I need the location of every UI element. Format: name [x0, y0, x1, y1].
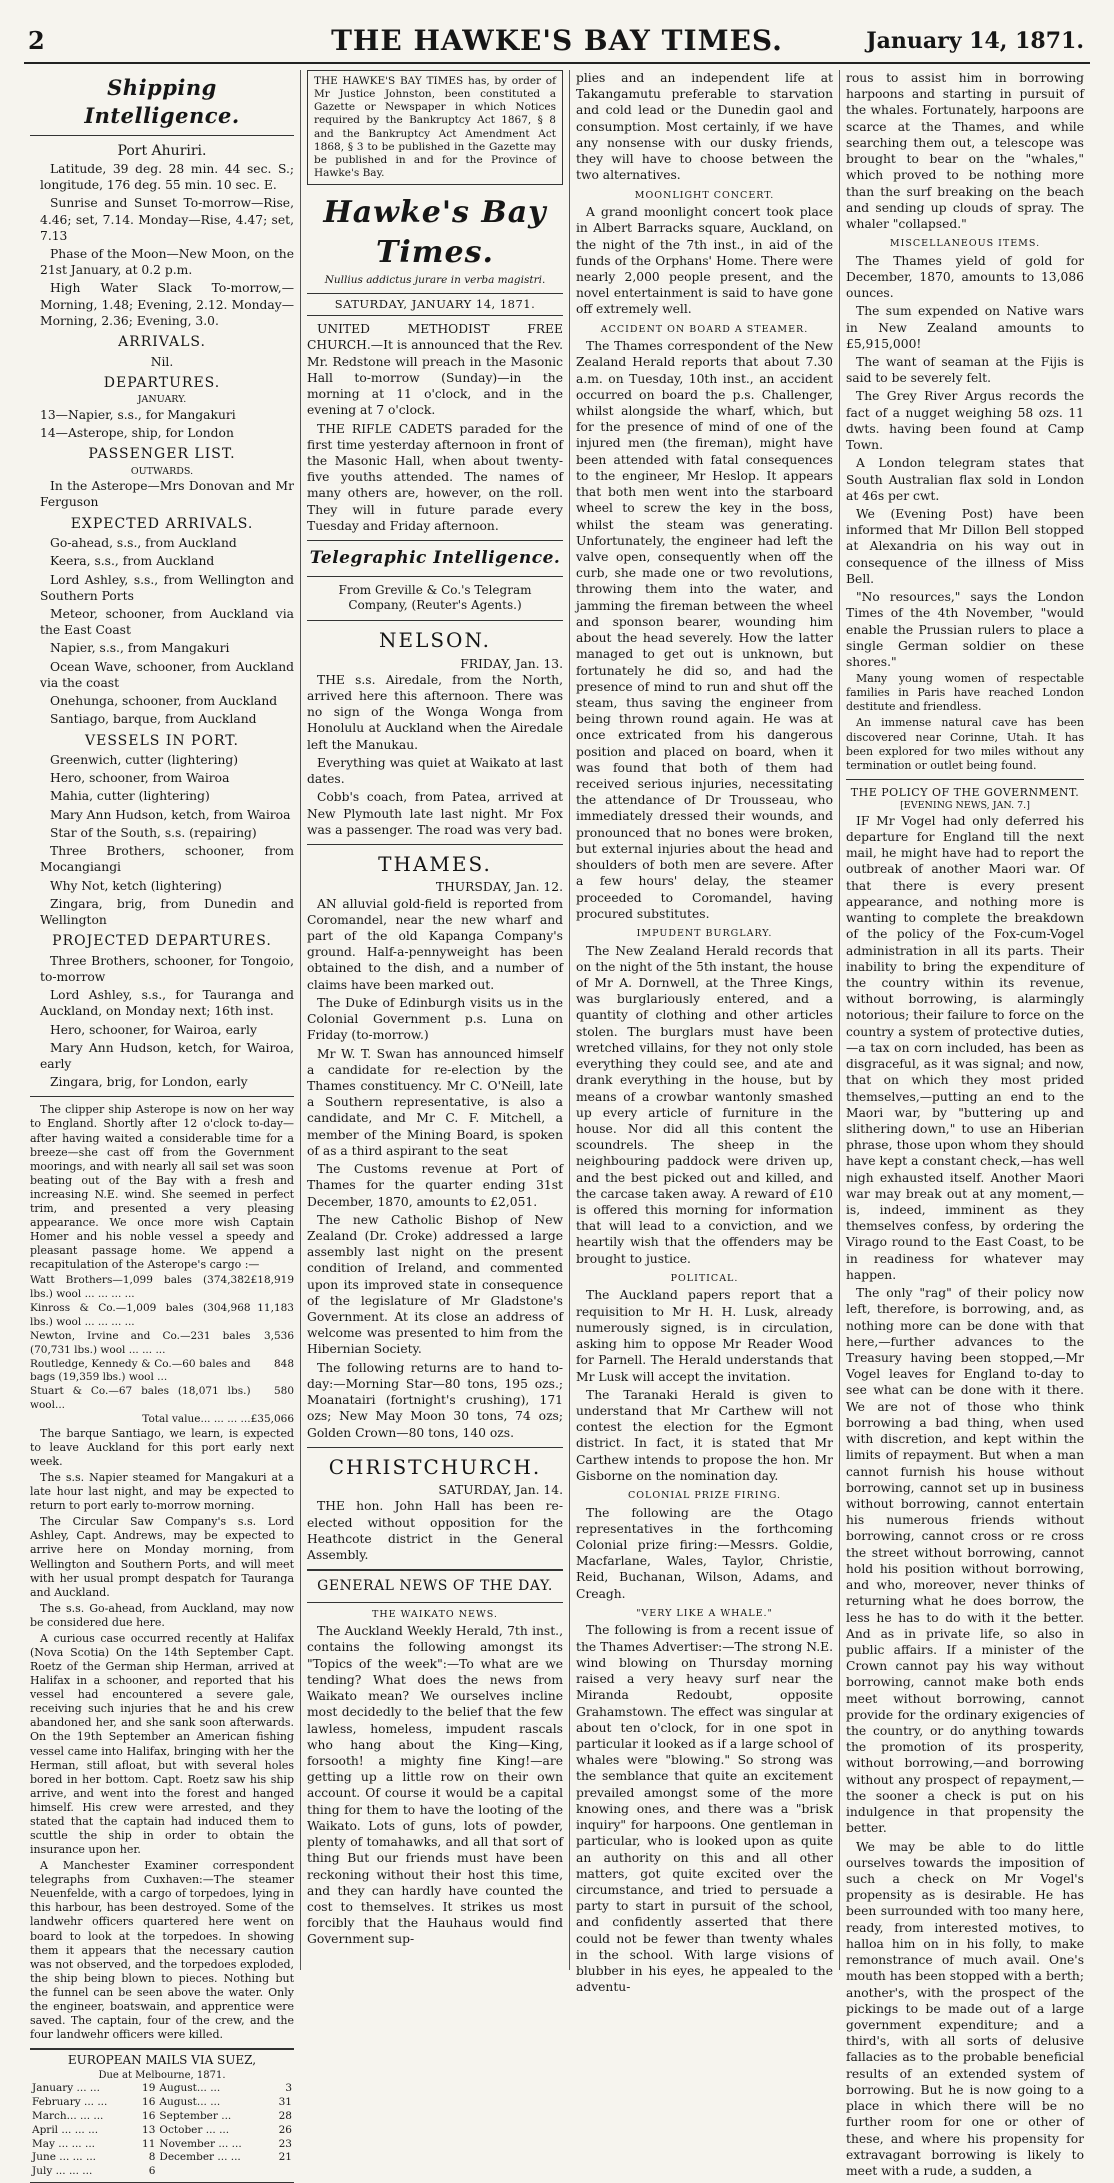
vessel-item: Why Not, ketch (lightering) — [50, 878, 222, 893]
mails-heading: EUROPEAN MAILS VIA SUEZ, — [67, 2053, 257, 2068]
policy-heading: THE POLICY OF THE GOVERNMENT. — [850, 785, 1080, 799]
vessel-item: Three Brothers, schooner, from Mocangiangi — [40, 844, 294, 875]
telegraphic-heading: Telegraphic Intelligence. — [309, 548, 561, 569]
departures-heading: DEPARTURES. — [103, 374, 221, 391]
column-2 — [300, 70, 569, 1970]
expected-item: Napier, s.s., from Mangakuri — [50, 641, 230, 656]
table-row: April ... ... ... 13 October ... ... 26 — [32, 2123, 292, 2136]
misc-heading: MISCELLANEOUS ITEMS. — [889, 238, 1041, 250]
article-paragraph: "No resources," says the London Times of the 4th November, "would enable the Prussian rulers to place a single German soldier on these shores." — [846, 590, 1084, 669]
table-row: March... ... ... 16 September ... 28 — [32, 2109, 292, 2122]
vessels-heading: VESSELS IN PORT. — [85, 732, 239, 749]
expected-heading: EXPECTED ARRIVALS. — [70, 515, 254, 532]
nelson-heading: NELSON. — [378, 628, 492, 653]
projected-item: Zingara, brig, for London, early — [50, 1075, 248, 1090]
nelson-date: FRIDAY, Jan. 13. — [460, 656, 563, 671]
departure-item: 13—Napier, s.s., for Mangakuri — [40, 407, 236, 422]
christchurch-date: SATURDAY, Jan. 14. — [438, 1483, 563, 1498]
article-paragraph: The Auckland Weekly Herald, 7th inst., contains the following amongst its "Topics of the week":—To what are we tending? What does the news from Waikato mean? We ourselves incline most decidedly to the belief that the few lawless, homeless, impudent rascals who hang about the King—King, forsooth! a mighty fine King!—are getting up a little row on their own account. Of course it would be a capital thing for them to have the looting of the Waikato. Lots of guns, lots of powder, plenty of tomahawks, and all that sort of thing But our friends must have been reckoning without their host this time, and they can hardly have counted the cost to themselves. It strikes us most forcibly that the Hauhaus would find Government sup- — [307, 1624, 563, 1947]
article-paragraph: The Grey River Argus records the fact of a nugget weighing 58 ozs. 11 dwts. having been found at Camp Town. — [846, 389, 1084, 453]
departure-item: 14—Asterope, ship, for London — [40, 426, 234, 440]
article-paragraph: rous to assist him in borrowing harpoons and starting in pursuit of the whales. Fortunately, harpoons are scarce at the Thames, and while searching them out, a telescope was brought to bear on the "whales," which proved to be nothing more than the surf breaking on the beach and sending up clouds of spray. The whaler "collapsed." — [846, 71, 1084, 231]
expected-item: Onehunga, schooner, from Auckland — [50, 694, 278, 709]
thames-heading: THAMES. — [378, 851, 492, 876]
article-paragraph: The Thames yield of gold for December, 1870, amounts to 13,086 ounces. — [846, 253, 1084, 301]
vessel-item: Star of the South, s.s. (repairing) — [50, 825, 257, 840]
table-row: Watt Brothers—1,099 bales (374,382 lbs.) wool ... ... ... ... £18,919 — [30, 1274, 294, 1301]
article-paragraph: Mr W. T. Swan has announced himself a candidate for re-election by the Thames constituency. Mr C. O'Neill, late a Southern representative, is also a candidate, and Mr C. F. Mitchell, a member of the Mining Board, is spoken of as a third aspirant to the seat — [307, 1046, 563, 1158]
info-line: High Water Slack To-morrow,—Morning, 1.48; Evening, 2.12. Monday—Morning, 2.36; Evening, 3.0. — [40, 281, 294, 328]
burglary-heading: IMPUDENT BURGLARY. — [636, 928, 773, 939]
column-1 — [24, 70, 300, 2178]
policy-source: [EVENING NEWS, JAN. 7.] — [900, 800, 1030, 812]
motto: Nullius addictus jurare in verba magistri. — [324, 274, 546, 287]
article-paragraph: The Customs revenue at Port of Thames for the quarter ending 31st December, 1870, amounts to £2,051. — [307, 1162, 563, 1209]
mails-table — [30, 2082, 294, 2179]
expected-item: Lord Ashley, s.s., from Wellington and Southern Ports — [40, 572, 294, 603]
article-paragraph: A London telegram states that South Australian flax sold in London at 46s per cwt. — [846, 456, 1084, 503]
info-line: Phase of the Moon—New Moon, on the 21st January, at 0.2 p.m. — [40, 247, 294, 278]
mails-box — [30, 2048, 294, 2183]
article-paragraph: UNITED METHODIST FREE CHURCH.—It is announced that the Rev. Mr. Redstone will preach in the Masonic Hall to-morrow (Sunday)—in the morning at 11 o'clock, and in the evening at 7 o'clock. — [307, 322, 563, 418]
newspaper-logo: Hawke's Bay Times. — [323, 195, 547, 270]
article-paragraph: The s.s. Napier steamed for Mangakuri at a late hour last night, and may be expected to return to port early to-morrow morning. — [30, 1471, 294, 1513]
port-name: Port Ahuriri. — [117, 143, 207, 160]
article-paragraph: The New Zealand Herald records that on the night of the 5th instant, the house of Mr A. Dornwell, at the Three Kings, was burglariously entered, and a quantity of clothing and other articles stolen. The burglars must have been wretched villains, for they not only stole everything they could see, and ate and drank everything in the house, but by means of a crowbar wantonly smashed up every article of furniture in the house. Nor did all this content the scoundrels. The sheep in the neighbouring paddock were driven up, and the best picked out and killed, and the carcase taken away. A reward of £10 is offered this morning for information that will lead to a conviction, and we heartily wish that the offenders may be brought to justice. — [576, 943, 833, 1266]
article-paragraph: Everything was quiet at Waikato at last dates. — [307, 755, 563, 787]
table-row: Routledge, Kennedy & Co.—60 bales and bags (19,359 lbs.) wool ... 848 — [30, 1357, 294, 1384]
vessel-item: Mahia, cutter (lightering) — [50, 789, 210, 804]
info-line: Sunrise and Sunset To-morrow—Rise, 4.46; set, 7.14. Monday—Rise, 4.47; set, 7.13 — [40, 196, 294, 243]
article-paragraph: THE RIFLE CADETS paraded for the first time yesterday afternoon in front of the Masonic Hall, when about twenty-five youths attended. The names of many others are, however, on the roll. They will in future parade every Tuesday and Friday afternoon. — [307, 421, 563, 533]
shipping-heading: Shipping Intelligence. — [84, 75, 240, 128]
outwards-label: OUTWARDS. — [130, 465, 194, 477]
table-row: January ... ... 19 August... ... 3 — [32, 2082, 292, 2095]
article-paragraph: The following returns are to hand to-day:—Morning Star—80 tons, 195 ozs.; Moanatairi (fortnight's crushing), 171 ozs; New May Moon 30 tons, 74 ozs; Golden Crown—80 tons, 140 ozs. — [307, 1360, 563, 1440]
projected-item: Hero, schooner, for Wairoa, early — [50, 1022, 257, 1037]
article-paragraph: IF Mr Vogel had only deferred his departure for England till the next mail, he might have had to report the outbreak of another Maori war. Of that there is every present appearance, and nothing more is wanting to complete the breakdown of the policy of the Fox-cum-Vogel administration in all its parts. Their inability to bring the expenditure of the country within its revenue, without borrowing, is alarmingly notorious; their failure to force on the country a system of protective duties,—a tax on corn included, has been as disgraceful, as it was signal; and now, that on which they most prided themselves,—putting an end to the Maori war, by "buttering up and slithering down," to use an Hiberian phrase, those upon whom they should have kept a constant check,—has well nigh exhausted itself. Another Maori war may break out at any moment,—is, indeed, imminent as they themselves confess, by ordering the Virago round to the East Coast, to be in readiness for whatever may happen. — [846, 813, 1084, 1282]
vessel-item: Greenwich, cutter (lightering) — [50, 753, 239, 767]
article-paragraph: The following is from a recent issue of the Thames Advertiser:—The strong N.E. wind blowing on Thursday morning raised a very heavy surf near the Miranda Redoubt, opposite Grahamstown. The effect was singular at about ten o'clock, for in one spot in particular it looked as if a large school of whales were "blowing." So strong was the semblance that quite an excitement prevailed amongst some of the more knowing ones, and there was a "brisk inquiry" for harpoons. One gentleman in particular, who is looked upon as quite an authority on this and all other matters, got quite excited over the circumstance, and tried to persuade a party to start in pursuit of the school, and confidently asserted that there could not be fewer than twenty whales in the school. With large visions of blubber in his eyes, he appealed to the adventu- — [576, 1623, 833, 1995]
table-row: Kinross & Co.—1,009 bales (304,968 lbs.) wool ... ... ... ... 11,183 — [30, 1302, 294, 1328]
masthead — [24, 20, 1090, 64]
article-paragraph: THE s.s. Airedale, from the North, arrived here this afternoon. There was no sign of the Wonga Wonga from Honolulu at Auckland when the Airedale left the Manukau. — [307, 672, 563, 752]
newspaper-title: THE HAWKE'S BAY TIMES. — [331, 24, 783, 57]
article-paragraph: plies and an independent life at Takangamutu preferable to starvation and cold lead or the Dunedin gaol and consumption. Most certainly, if we have any nonsense with our dusky friends, they will have to choose between the two alternatives. — [576, 71, 833, 183]
gazette-notice: THE HAWKE'S BAY TIMES has, by order of Mr Justice Johnston, been constituted a Gazette or Newspaper in which Notices required by the Bankruptcy Act 1867, § 8 and the Bankruptcy Act Amendment Act 1868, § 3 to be published in the Gazette may be published in and for the Province of Hawke's Bay. — [307, 70, 563, 185]
article-paragraph: The clipper ship Asterope is now on her way to England. Shortly after 12 o'clock to-day—after having waited a considerable time for a breeze—she cast off from the Government moorings, and with nearly all sail set was soon beating out of the Bay with a fresh and increasing N.E. wind. She seemed in perfect trim, and presented a very pleasing appearance. We once more wish Captain Homer and his noble vessel a speedy and pleasant passage home. We append a recapitulation of the Asterope's cargo :— — [30, 1103, 294, 1272]
projected-heading: PROJECTED DEPARTURES. — [52, 933, 272, 950]
article-paragraph: The Auckland papers report that a requisition to Mr H. H. Lusk, already numerously signed, is in circulation, asking him to oppose Mr Reader Wood for Parnell. The Herald understands that Mr Lusk will accept the invitation. — [576, 1288, 833, 1384]
vessel-item: Mary Ann Hudson, ketch, from Wairoa — [50, 807, 291, 822]
accident-heading: ACCIDENT ON BOARD A STEAMER. — [600, 323, 809, 335]
table-row: Total value... ... ... ... £35,066 — [142, 1412, 294, 1425]
expected-item: Santiago, barque, from Auckland — [50, 712, 257, 727]
telegram-source: From Greville & Co.'s Telegram Company, (Reuter's Agents.) — [338, 582, 532, 613]
article-paragraph: Cobb's coach, from Patea, arrived at New Plymouth late last night. Mr Fox was a passenger. The road was very bad. — [307, 790, 563, 837]
cargo-table — [30, 1274, 294, 1426]
arrivals-text: Nil. — [150, 354, 174, 369]
article-paragraph: A Manchester Examiner correspondent telegraphs from Cuxhaven:—The steamer Neuenfelde, with a cargo of torpedoes, lying in this harbour, has been destroyed. Some of the landwehr officers quartered here went on board to look at the torpedoes. In showing them it appears that the necessary caution was not observed, and the torpedoes exploded, the ship being blown to pieces. Nothing but the funnel can be seen above the water. Only the engineer, boatswain, and apprentice were saved. The captain, four of the crew, and the four landwehr officers were killed. — [30, 1859, 294, 2042]
article-paragraph: A curious case occurred recently at Halifax (Nova Scotia) On the 14th September Capt. Roetz of the German ship Herman, arrived at Halifax in a schooner, and reported that his vessel had encountered a severe gale, receiving such injuries that he and his crew abandoned her, and she sank soon afterwards. On the 19th September an American fishing vessel came into Halifax, bringing with her the Herman, still afloat, but with several holes bored in her bottom. Capt. Roetz saw his ship arrive, and went into the forest and hanged himself. His crew were arrested, and they stated that the captain had induced them to scuttle the ship in order to obtain the insurance upon her. — [30, 1631, 294, 1857]
article-paragraph: The sum expended on Native wars in New Zealand amounts to £5,915,000! — [846, 304, 1084, 351]
prize-heading: COLONIAL PRIZE FIRING. — [627, 1490, 782, 1502]
table-row: May ... ... ... 11 November ... ... 23 — [32, 2137, 292, 2150]
expected-item: Go-ahead, s.s., from Auckland — [50, 536, 237, 551]
concert-heading: MOONLIGHT CONCERT. — [634, 189, 775, 201]
thames-date: THURSDAY, Jan. 12. — [435, 880, 563, 895]
political-heading: POLITICAL. — [670, 1272, 739, 1284]
article-paragraph: The Circular Saw Company's s.s. Lord Ashley, Capt. Andrews, may be expected to arrive here on Monday morning, from Wellington and Southern Ports, and will meet with her usual prompt despatch for Tauranga and Auckland. — [30, 1515, 294, 1599]
article-paragraph: The Taranaki Herald is given to understand that Mr Carthew will not contest the election for the Egmont district. In fact, it is stated that Mr Carthew intends to propose the hon. Mr Gisborne on the nomination day. — [576, 1387, 833, 1483]
column-3 — [569, 70, 839, 1995]
article-paragraph: The following are the Otago representatives in the forthcoming Colonial prize firing:—Messrs. Goldie, Macfarlane, Wales, Taylor, Christie, Reid, Buchanan, Wilson, Adams, and Creagh. — [576, 1505, 833, 1601]
waikato-heading: THE WAIKATO NEWS. — [372, 1608, 498, 1620]
departures-month: JANUARY. — [137, 394, 187, 406]
info-line: Latitude, 39 deg. 28 min. 44 sec. S.; longitude, 176 deg. 55 min. 10 sec. E. — [40, 161, 294, 193]
table-row: Stuart & Co.—67 bales (18,071 lbs.) wool... 580 — [30, 1385, 294, 1412]
article-paragraph: A grand moonlight concert took place in Albert Barracks square, Auckland, on the night of the 7th inst., in aid of the funds of the Orphans' Home. There were nearly 2,000 people present, and the novel entertainment is said to have gone off extremely well. — [576, 205, 833, 317]
port-info — [30, 161, 294, 329]
expected-item: Keera, s.s., from Auckland — [50, 554, 215, 569]
general-news-heading: GENERAL NEWS OF THE DAY. — [317, 1578, 553, 1595]
projected-item: Three Brothers, schooner, for Tongoio, to-morrow — [40, 953, 294, 984]
dateline: SATURDAY, JANUARY 14, 1871. — [307, 293, 563, 316]
projected-item: Mary Ann Hudson, ketch, for Wairoa, early — [40, 1040, 294, 1071]
issue-date: January 14, 1871. — [866, 28, 1084, 54]
article-paragraph: We (Evening Post) have been informed that Mr Dillon Bell stopped at Alexandria on his way out in consequence of the illness of Miss Bell. — [846, 507, 1084, 586]
table-row: July ... ... ... 6 — [32, 2165, 156, 2178]
passenger-text: In the Asterope—Mrs Donovan and Mr Ferguson — [40, 479, 294, 510]
vessel-item: Hero, schooner, from Wairoa — [50, 771, 230, 786]
article-paragraph: The want of seaman at the Fijis is said to be severely felt. — [846, 355, 1084, 386]
article-paragraph: We may be able to do little ourselves towards the imposition of such a check on Mr Vogel's propensity as is desirable. He has been surrounded with too many here, ready, from interested motives, to halloa him on in his folly, to make remonstrance of much avail. One's mouth has been stopped with a berth; another's, with the prospect of the pickings to be made out of a large government expenditure; and a third's, with all sorts of delusive fallacies as to the probable beneficial results of an extended system of borrowing. But he is now going to a place in which there will be no further room for one or other of these, and where his propensity for extravagant borrowing is likely to meet with a rude, a sudden, a — [846, 1839, 1084, 2178]
page-number: 2 — [28, 26, 45, 55]
article-paragraph: The new Catholic Bishop of New Zealand (Dr. Croke) addressed a large assembly last night on the present condition of Ireland, and commented upon its improved state in consequence of the legislature of Mr Gladstone's Government. At its close an address of welcome was presented to him from the Hibernian Society. — [307, 1212, 563, 1357]
column-4 — [839, 70, 1090, 2178]
projected-item: Lord Ashley, s.s., for Tauranga and Auckland, on Monday next; 16th inst. — [40, 988, 294, 1019]
table-row: February ... ... 16 August... ... 31 — [32, 2096, 292, 2109]
article-paragraph: THE hon. John Hall has been re-elected without opposition for the Heathcote district in the General Assembly. — [307, 1499, 563, 1563]
article-paragraph: The barque Santiago, we learn, is expected to leave Auckland for this port early next week. — [30, 1426, 294, 1468]
christchurch-heading: CHRISTCHURCH. — [328, 1454, 542, 1479]
article-paragraph: An immense natural cave has been discovered near Corinne, Utah. It has been explored for two miles without any termination or outlet being found. — [846, 716, 1084, 772]
article-paragraph: Many young women of respectable families in Paris have reached London destitute and friendless. — [846, 672, 1084, 714]
passenger-heading: PASSENGER LIST. — [88, 446, 236, 463]
article-paragraph: The s.s. Go-ahead, from Auckland, may now be considered due here. — [30, 1601, 294, 1629]
article-paragraph: AN alluvial gold-field is reported from Coromandel, near the new wharf and part of the old Kapanga Company's ground. Half-a-pennyweight has been obtained to the dish, and a number of claims have been marked out. — [307, 896, 563, 992]
whale-heading: "VERY LIKE A WHALE." — [636, 1607, 773, 1619]
table-row: June ... ... ... 8 December ... ... 21 — [32, 2151, 292, 2164]
mails-subheading: Due at Melbourne, 1871. — [98, 2069, 226, 2081]
table-row: Newton, Irvine and Co.—231 bales (70,731 lbs.) wool ... ... ... 3,536 — [30, 1329, 294, 1356]
expected-item: Meteor, schooner, from Auckland via the East Coast — [40, 607, 294, 638]
article-paragraph: The only "rag" of their policy now left, therefore, is borrowing, and, as nothing more can be done with that here,—further advances to the Treasury having been stopped,—Mr Vogel leaves for England to-day to see what can be done with it there. We are not of those who think borrowing a bad thing, when used with discretion, and kept within the limits of repayment. But when a man cannot furnish his house without borrowing, cannot set up in business without borrowing, cannot entertain his numerous friends without borrowing, cannot cross or re cross the street without borrowing, cannot hold his position without borrowing, and who, moreover, never thinks of returning what he does borrow, the less he has to do with it the better. And as in private life, so also in public affairs. If a minister of the Crown cannot pay his way without borrowing, cannot make both ends meet without borrowing, cannot provide for the ordinary exigencies of the country, or do anything towards the promotion of its prosperity, without borrowing,—and borrowing without any prospect of repayment,—the sooner a check is put on his indulgence in that propensity the better. — [846, 1286, 1084, 1836]
vessel-item: Zingara, brig, from Dunedin and Wellington — [40, 896, 294, 927]
article-paragraph: The Thames correspondent of the New Zealand Herald reports that about 7.30 a.m. on Tuesday, 10th inst., an accident occurred on board the p.s. Challenger, whilst alongside the wharf, which, but for the presence of mind of one of the injured men (the fireman), might have been attended with fatal consequences to the engineer, Mr Heslop. It appears that both men went into the starboard wheel to screw the key in the boss, whilst the steam was generating. Unfortunately, the engineer had left the valve open, consequently when off the curb, she made one or two revolutions, throwing them into the water, and jamming the fireman between the wheel and sponson bearer, wounding him about the head severely. How the latter managed to get out is unknown, but fortunately he did so, and had the presence of mind to run and shut off the steam, thus saving the engineer from being thrown round again. He was at once extricated from his dangerous position and placed on board, when it was found that both of them had received serious injuries, necessitating the attendance of Dr Trousseau, who immediately dressed their wounds, and pronounced that no bones were broken, but external injuries about the head and shoulders of both men are severe. After a few hours' delay, the steamer proceeded to Coromandel, having procured substitutes. — [576, 339, 833, 921]
arrivals-heading: ARRIVALS. — [118, 334, 206, 351]
article-paragraph: The Duke of Edinburgh visits us in the Colonial Government p.s. Luna on Friday (to-morrow.) — [307, 995, 563, 1043]
expected-item: Ocean Wave, schooner, from Auckland via the coast — [40, 659, 294, 690]
